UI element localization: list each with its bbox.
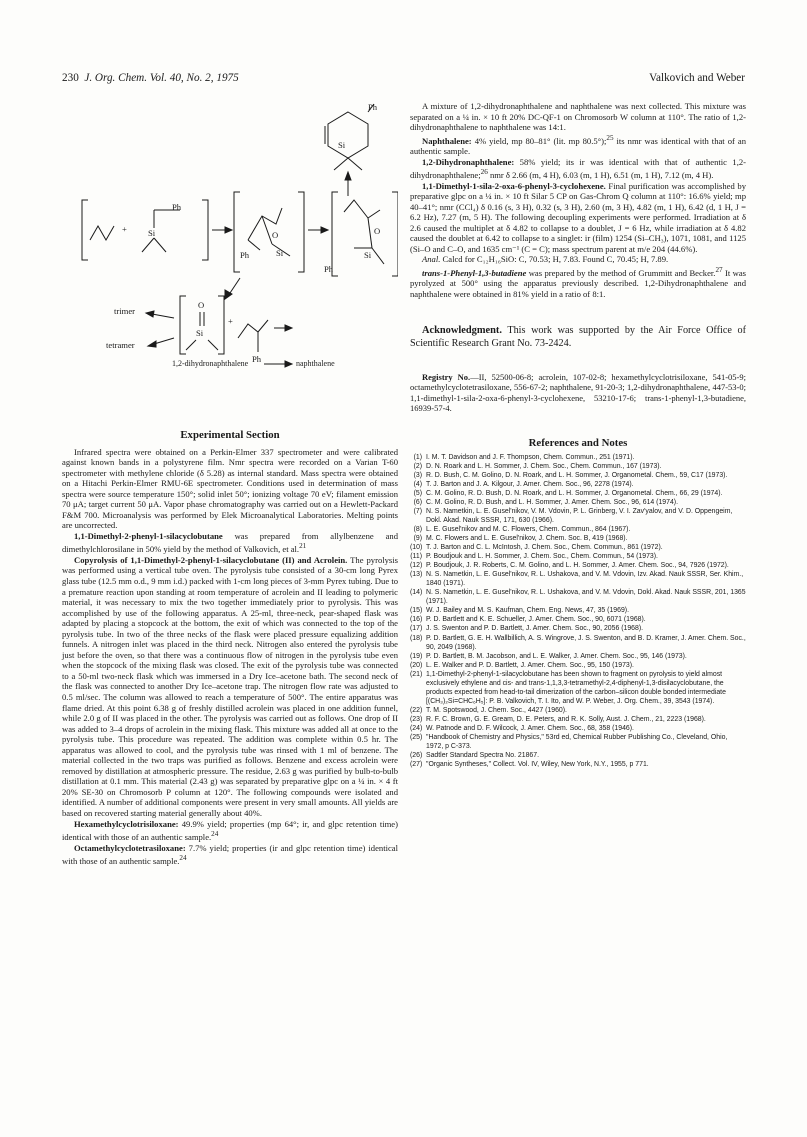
reference-text: J. S. Swenton and P. D. Bartlett, J. Amer. Chem. Soc., 90, 2056 (1968). bbox=[426, 625, 644, 633]
paragraph-silaoxacyclohexene: 1,1-Dimethyl-1-sila-2-oxa-6-phenyl-3-cyclohexene. Final purification was accomplished by preparative glpc on a ¼ in. × 10 ft Silar 5 CP on Gas-Chrom Q column at 110°: 16.6% yield; mp 40–41°; nmr (CCl₄) δ 0.16 (s, 3 H), 0.32 (s, 3 H), 2.60 (m, 3 H), 4.82 (m, 1 H), 6.42 (d, 1 H, J = 6.2 Hz), 7.27 (m, 5 H). The following decoupling experiments were performed. Irradiation at δ 2.6 caused the multiplet at δ 4.82 to collapse to a doublet, J = 6 Hz, while irradiation at δ 4.82 caused the doublet at 6.42 to collapse to a singlet: ir (film) 1254 (Si–CH₃), 1071, 1081, and 1125 (Si–O and C–O, and 1635 cm⁻¹ (C = C); mass spectrum parent at m/e 204 (44.6%). bbox=[410, 180, 746, 254]
label-si-bottom: Si bbox=[196, 328, 204, 338]
reference-text: L. E. Walker and P. D. Bartlett, J. Amer. Chem. Soc., 95, 150 (1973). bbox=[426, 661, 634, 669]
reference-item bbox=[410, 624, 746, 633]
label-plus-1: + bbox=[122, 224, 127, 234]
caption-naphthalene: naphthalene bbox=[296, 359, 335, 368]
up-arrowhead bbox=[345, 172, 351, 180]
reference-item bbox=[410, 588, 746, 606]
paragraph-silacyclobutane: 1,1-Dimethyl-2-phenyl-1-silacyclobutane was prepared from allylbenzene and dimethylchlorosilane in 50% yield by the method of Valkovich, et al.$^{21}$ bbox=[62, 530, 398, 555]
reference-number: (2) bbox=[413, 462, 422, 470]
journal-name: J. Org. Chem. bbox=[84, 72, 148, 84]
right-bracket bbox=[332, 192, 398, 276]
reference-number: (24) bbox=[410, 724, 423, 732]
reference-text: "Organic Syntheses," Collect. Vol. IV, Wiley, New York, N.Y., 1955, p 771. bbox=[426, 761, 649, 769]
paragraph-butadiene: trans-1-Phenyl-1,3-butadiene was prepared by the method of Grummitt and Becker.$^{27}$ It was pyrolyzed at 500° using the apparatus previously described. 1,2-Dihydronaphthalene and naphthalene were obtained in 81% yield in a ratio of 8:1. bbox=[410, 265, 746, 299]
journal-volume: Vol. 40, No. 2, 1975 bbox=[149, 72, 239, 84]
reference-item bbox=[410, 561, 746, 570]
reference-number: (5) bbox=[413, 489, 422, 497]
reference-item bbox=[410, 751, 746, 760]
reference-item bbox=[410, 552, 746, 561]
reference-number: (1) bbox=[413, 453, 422, 461]
reference-text: N. S. Nametkin, L. E. Gusel'nikov, R. L. Ushakova, and V. M. Vdovin, Dokl. Akad. Nauk SSSR, 201, 1365 (1971). bbox=[426, 589, 746, 606]
running-header bbox=[62, 72, 745, 88]
reference-text: "Handbook of Chemistry and Physics," 53rd ed, Chemical Rubber Publishing Co., Cleveland, Ohio, 1972, p C-373. bbox=[426, 734, 728, 751]
reference-text: R. D. Bush, C. M. Golino, D. N. Roark, and L. H. Sommer, J. Organometal. Chem., 59, C17 (1973). bbox=[426, 471, 728, 479]
references-title: References and Notes bbox=[528, 437, 628, 450]
compound-title: 1,1-Dimethyl-2-phenyl-1-silacyclobutane bbox=[74, 530, 223, 541]
reference-number: (3) bbox=[413, 471, 422, 479]
reference-item bbox=[410, 615, 746, 624]
reference-text: P. D. Bartlett and K. E. Schueller, J. Amer. Chem. Soc., 90, 6071 (1968). bbox=[426, 616, 646, 624]
reference-number: (6) bbox=[413, 498, 422, 506]
references-list bbox=[410, 453, 746, 770]
caption-dihydronaphthalene: 1,2-dihydronaphthalene bbox=[172, 359, 249, 368]
reference-text: T. J. Barton and J. A. Kilgour, J. Amer. Chem. Soc., 96, 2278 (1974). bbox=[426, 480, 634, 488]
paragraph-octamethyl: Octamethylcyclotetrasiloxane: 7.7% yield; properties (ir and glpc retention time) identical with those of an authentic sample.$^{24}$ bbox=[62, 842, 398, 866]
label-ph-top: Ph bbox=[368, 102, 378, 112]
reference-text: P. D. Bartlett, G. E. H. Wallbillich, A. S. Wingrove, J. S. Swenton, and B. D. Kramer, J. Amer. Chem. Soc., 90, 2049 (1968). bbox=[426, 634, 746, 651]
trimer-arrow bbox=[152, 314, 174, 318]
reference-item bbox=[410, 453, 746, 462]
reference-text: 1,1-Dimethyl-2-phenyl-1-silacyclobutane has been shown to fragment on pyrolysis to yield almost exclusively ethylene and cis- and trans-1,1,3,3-tetramethyl-2,4-diphenyl-1,3-disilacyclobutane, the products expected from head-to-tail dimerization of the carbon–silicon double bonded intermediate [(CH₃)₂Si=CHC₆H₅]: P. B. Valkovich, T. I. Ito, and W. P. Weber, J. Org. Chem., 39, 3543 (1974). bbox=[426, 670, 726, 705]
reference-item bbox=[410, 706, 746, 715]
paragraph-hexamethyl: Hexamethylcyclotrisiloxane: 49.9% yield; properties (mp 64°; ir, and glpc retention time) identical with those of an authentic sample.$^{24}$ bbox=[62, 818, 398, 842]
label-plus-2: + bbox=[228, 316, 233, 326]
reference-item bbox=[410, 471, 746, 480]
reference-number: (15) bbox=[410, 607, 423, 615]
reference-item bbox=[410, 715, 746, 724]
reference-text: P. D. Bartlett, B. M. Jacobson, and L. E. Walker, J. Amer. Chem. Soc., 95, 146 (1973). bbox=[426, 652, 687, 660]
reference-item bbox=[410, 724, 746, 733]
reference-text: T. M. Spotswood, J. Chem. Soc., 4427 (1960). bbox=[426, 706, 567, 714]
reference-number: (8) bbox=[413, 525, 422, 533]
label-tetramer: tetramer bbox=[106, 340, 135, 350]
reference-item bbox=[410, 543, 746, 552]
reference-item bbox=[410, 480, 746, 489]
reference-item bbox=[410, 462, 746, 471]
reference-item bbox=[410, 670, 746, 706]
reference-text: D. N. Roark and L. H. Sommer, J. Chem. Soc., Chem. Commun., 167 (1973). bbox=[426, 462, 662, 470]
reference-number: (14) bbox=[410, 589, 423, 597]
paragraph-analysis: Anal. Calcd for C₁₂H₁₆SiO: C, 70.53; H, 7.83. Found C, 70.45; H, 7.89. bbox=[422, 254, 669, 265]
header-left bbox=[62, 72, 239, 84]
paragraph-naphthalene: Naphthalene: 4% yield, mp 80–81° (lit. mp 80.5°);$^{25}$ its nmr was identical with that of an authentic sample. bbox=[410, 133, 746, 157]
paragraph-dihydronaphthalene: 1,2-Dihydronaphthalene: 58% yield; its ir was identical with that of authentic 1,2-dihydronaphthalene;$^{26}$ nmr δ 2.66 (m, 4 H), 6.03 (m, 1 H), 6.51 (m, 1 H), 7.12 (m, 4 H). bbox=[410, 156, 746, 180]
label-ph-right: Ph bbox=[324, 264, 334, 274]
reference-text: M. C. Flowers and L. E. Gusel'nikov, J. Chem. Soc. B, 419 (1968). bbox=[426, 534, 628, 542]
reference-number: (11) bbox=[410, 553, 422, 561]
reference-item bbox=[410, 507, 746, 525]
reference-number: (17) bbox=[410, 625, 423, 633]
reference-text: T. J. Barton and C. L. McIntosh, J. Chem. Soc., Chem. Commun., 861 (1972). bbox=[426, 544, 663, 552]
reference-text: L. E. Gusel'nikov and M. C. Flowers, Chem. Commun., 864 (1967). bbox=[426, 525, 631, 533]
reaction-scheme bbox=[62, 100, 398, 400]
reference-number: (26) bbox=[410, 752, 423, 760]
label-o-right: O bbox=[374, 226, 381, 236]
reference-item bbox=[410, 760, 746, 769]
reference-item bbox=[410, 489, 746, 498]
reference-text: R. F. C. Brown, G. E. Gream, D. E. Peters, and R. K. Solly, Aust. J. Chem., 21, 2223 (1968). bbox=[426, 715, 706, 723]
reference-item bbox=[410, 570, 746, 588]
reference-item bbox=[410, 652, 746, 661]
reference-number: (12) bbox=[410, 562, 423, 570]
label-si-right: Si bbox=[364, 250, 372, 260]
paragraph-copyrolysis: Copyrolysis of 1,1-Dimethyl-2-phenyl-1-silacyclobutane (II) and Acrolein. The pyrolysis was performed using a vertical tube oven. The pyrolysis tube consisted of a 30-cm long Pyrex glass tube (12.5 mm o.d., 9 mm i.d.) packed with 1-cm long pieces of 3-mm Pyrex tubing. Due to a premature reaction upon standing at room temperature of acrolein and II leading to polymeric material, it was necessary to mix the two together immediately prior to pyrolysis. This was accomplished by use of the following apparatus. A 25-ml, three-neck, pear-shaped flask was adapted by placing a stopcock at the bottom, the exit of which was connected to the top of the pyrolysis tube. In two of the three necks of the flask were placed pressure equalizing addition funnels. A nitrogen inlet was placed in the third neck. Nitrogen also entered the pyrolysis tube just before the oven, so that there was a continuous flow of nitrogen in the pyrolysis tube even when the stopcock of the mixing flask was closed. The exit of the pyrolysis tube was connected to a 50-ml two-neck flask which was immersed in a Dry Ice–acetone bath. The second neck of the flask was connected to another Dry Ice–acetone trap. The nitrogen flow rate was adjusted to 0.5 ml/sec. The column was allowed to reach a temperature of 500°. The entire apparatus was flame dried. At this point 6.38 g of freshly distilled acrolein was placed in one addition funnel, while 2.0 g of II was placed in the other. The pyrolysis was carried out as follows. One drop of II was added to 3–4 drops of acrolein in the mixing flask. This mixture was added all at once to the pyrolysis tube. This procedure was repeated. The addition was complete within 0.5 hr. The apparatus was allowed to cool, and the pyrolysis tube was rinsed with 1 ml of benzene. The material collected in the two traps was purified as follows. Benzene and excess acrolein were removed by distillation at atmospheric pressure. The residue, 2.63 g was purified by bulb-to-bulb distillation at 0.1 mm. This material (2.43 g) was separated by preparative glpc on a ¼ in. × 4 ft 20% SE-30 on Chromosorb P column at 120°. The following compounds were isolated and identified. A number of additional components were present in very small amounts. All yields are based on recovered starting material generally about 40%. bbox=[62, 554, 398, 818]
reference-item bbox=[410, 534, 746, 543]
silanone-bracket bbox=[180, 296, 268, 354]
right-column bbox=[410, 101, 746, 769]
intermediate-bracket bbox=[234, 192, 304, 272]
reference-number: (10) bbox=[410, 544, 423, 552]
top-product-structure bbox=[325, 104, 374, 170]
reference-number: (25) bbox=[410, 734, 423, 742]
page-number: 230 bbox=[62, 72, 79, 84]
reference-text: C. M. Golino, R. D. Bush, D. N. Roark, and L. H. Sommer, J. Organometal. Chem., 66, 29 (1974). bbox=[426, 489, 723, 497]
reference-item bbox=[410, 525, 746, 534]
section-title-experimental: Experimental Section bbox=[180, 429, 280, 441]
label-si-left: Si bbox=[148, 228, 156, 238]
reference-number: (16) bbox=[410, 616, 423, 624]
reference-text: N. S. Nametkin, L. E. Gusel'nikov, V. M. Vdovin, P. L. Grinberg, V. I. Zav'yalov, and V. D. Oppengeim, Dokl. Akad. Nauk SSSR, 171, 630 (1966). bbox=[426, 507, 733, 524]
label-si-top: Si bbox=[338, 140, 346, 150]
reference-number: (9) bbox=[413, 534, 422, 542]
acknowledgment: Acknowledgment. This work was supported by the Air Force Office of Scientific Research Grant No. 73-2424. bbox=[410, 325, 746, 349]
reference-item bbox=[410, 606, 746, 615]
reference-item bbox=[410, 733, 746, 751]
reference-number: (27) bbox=[410, 761, 423, 769]
reference-number: (18) bbox=[410, 634, 423, 642]
reference-number: (20) bbox=[410, 661, 423, 669]
reference-text: W. Patnode and D. F. Wilcock, J. Amer. Chem. Soc., 68, 358 (1946). bbox=[426, 724, 634, 732]
reference-number: (23) bbox=[410, 715, 423, 723]
reference-item bbox=[410, 634, 746, 652]
header-authors: Valkovich and Weber bbox=[649, 72, 745, 84]
label-o-mid: O bbox=[272, 230, 279, 240]
reference-item bbox=[410, 498, 746, 507]
reference-text: Sadtler Standard Spectra No. 21867. bbox=[426, 752, 540, 760]
reference-text: W. J. Bailey and M. S. Kaufman, Chem. Eng. News, 47, 35 (1969). bbox=[426, 607, 629, 615]
reference-number: (19) bbox=[410, 652, 423, 660]
paragraph-mixture: A mixture of 1,2-dihydronaphthalene and naphthalene was next collected. This mixture was separated on a ¼ in. × 10 ft 20% DC-QF-1 on Chromosorb W column at 110°. The ratio of 1,2-dihydronaphthalene to naphthalene was 14:1. bbox=[410, 101, 746, 133]
label-si-mid: Si bbox=[276, 248, 284, 258]
reference-text: I. M. T. Davidson and J. F. Thompson, Chem. Commun., 251 (1971). bbox=[426, 453, 635, 461]
procedure-title: Copyrolysis of 1,1-Dimethyl-2-phenyl-1-silacyclobutane (II) and Acrolein. bbox=[74, 554, 348, 565]
scheme-drawing bbox=[62, 100, 398, 400]
reference-text: C. M. Golino, R. D. Bush, and L. H. Sommer, J. Amer. Chem. Soc., 96, 614 (1974). bbox=[426, 498, 678, 506]
label-trimer: trimer bbox=[114, 306, 135, 316]
left-column bbox=[62, 430, 398, 866]
label-ph-left: Ph bbox=[172, 202, 182, 212]
registry-numbers: Registry No.—II, 52500-06-8; acrolein, 107-02-8; hexamethylcyclotrisiloxane, 541-05-9; octamethylcyclotetrasiloxane, 556-67-2; naphthalene, 91-20-3; 1,2-dihydronaphthalene, 447-53-0; 1,1-dimethyl-1-sila-2-oxa-6-phenyl-3-cyclohexene, 53210-17-6; trans-1-phenyl-1,3-butadiene, 16939-57-4. bbox=[410, 371, 746, 414]
reference-number: (22) bbox=[410, 706, 423, 714]
tetramer-arrow bbox=[154, 338, 174, 344]
reference-number: (21) bbox=[410, 670, 423, 678]
paragraph-instruments: Infrared spectra were obtained on a Perkin-Elmer 337 spectrometer and were calibrated against known bands in a polystyrene film. Nmr spectra were recorded on a Varian T-60 spectrometer with methylene chloride (δ 5.28) as internal standard. Mass spectra were obtained on a Hitachi Perkin-Elmer RMU-6E spectrometer. Conditions used in determination of mass spectra were source temperature 150°; solid inlet 50°; ionizing voltage 70 eV; filament emission 70 μA; target current 50 μA. Vapor phase chromatography was carried out on a Hewlett-Packard F&M 700. Microanalysis was performed by Elek Microanalytical Laboratories. Melting points are uncorrected. bbox=[62, 446, 398, 531]
reference-text: N. S. Nametkin, L. E. Gusel'nikov, R. L. Ushakova, and V. M. Vdovin, Izv. Akad. Nauk SSSR, Ser. Khim., 1840 (1971). bbox=[426, 571, 744, 588]
reference-number: (4) bbox=[413, 480, 422, 488]
reactants-bracket bbox=[82, 200, 208, 260]
label-o-bottom: O bbox=[198, 300, 205, 310]
label-ph-bottom: Ph bbox=[252, 354, 262, 364]
reference-number: (7) bbox=[413, 507, 422, 515]
reference-text: P. Boudjouk and L. H. Sommer, J. Chem. Soc., Chem. Commun., 54 (1973). bbox=[426, 553, 658, 561]
label-ph-mid: Ph bbox=[240, 250, 250, 260]
reference-text: P. Boudjouk, J. R. Roberts, C. M. Golino, and L. H. Sommer, J. Amer. Chem. Soc., 94, 7926 (1972). bbox=[426, 562, 729, 570]
reference-number: (13) bbox=[410, 571, 423, 579]
reference-item bbox=[410, 661, 746, 670]
